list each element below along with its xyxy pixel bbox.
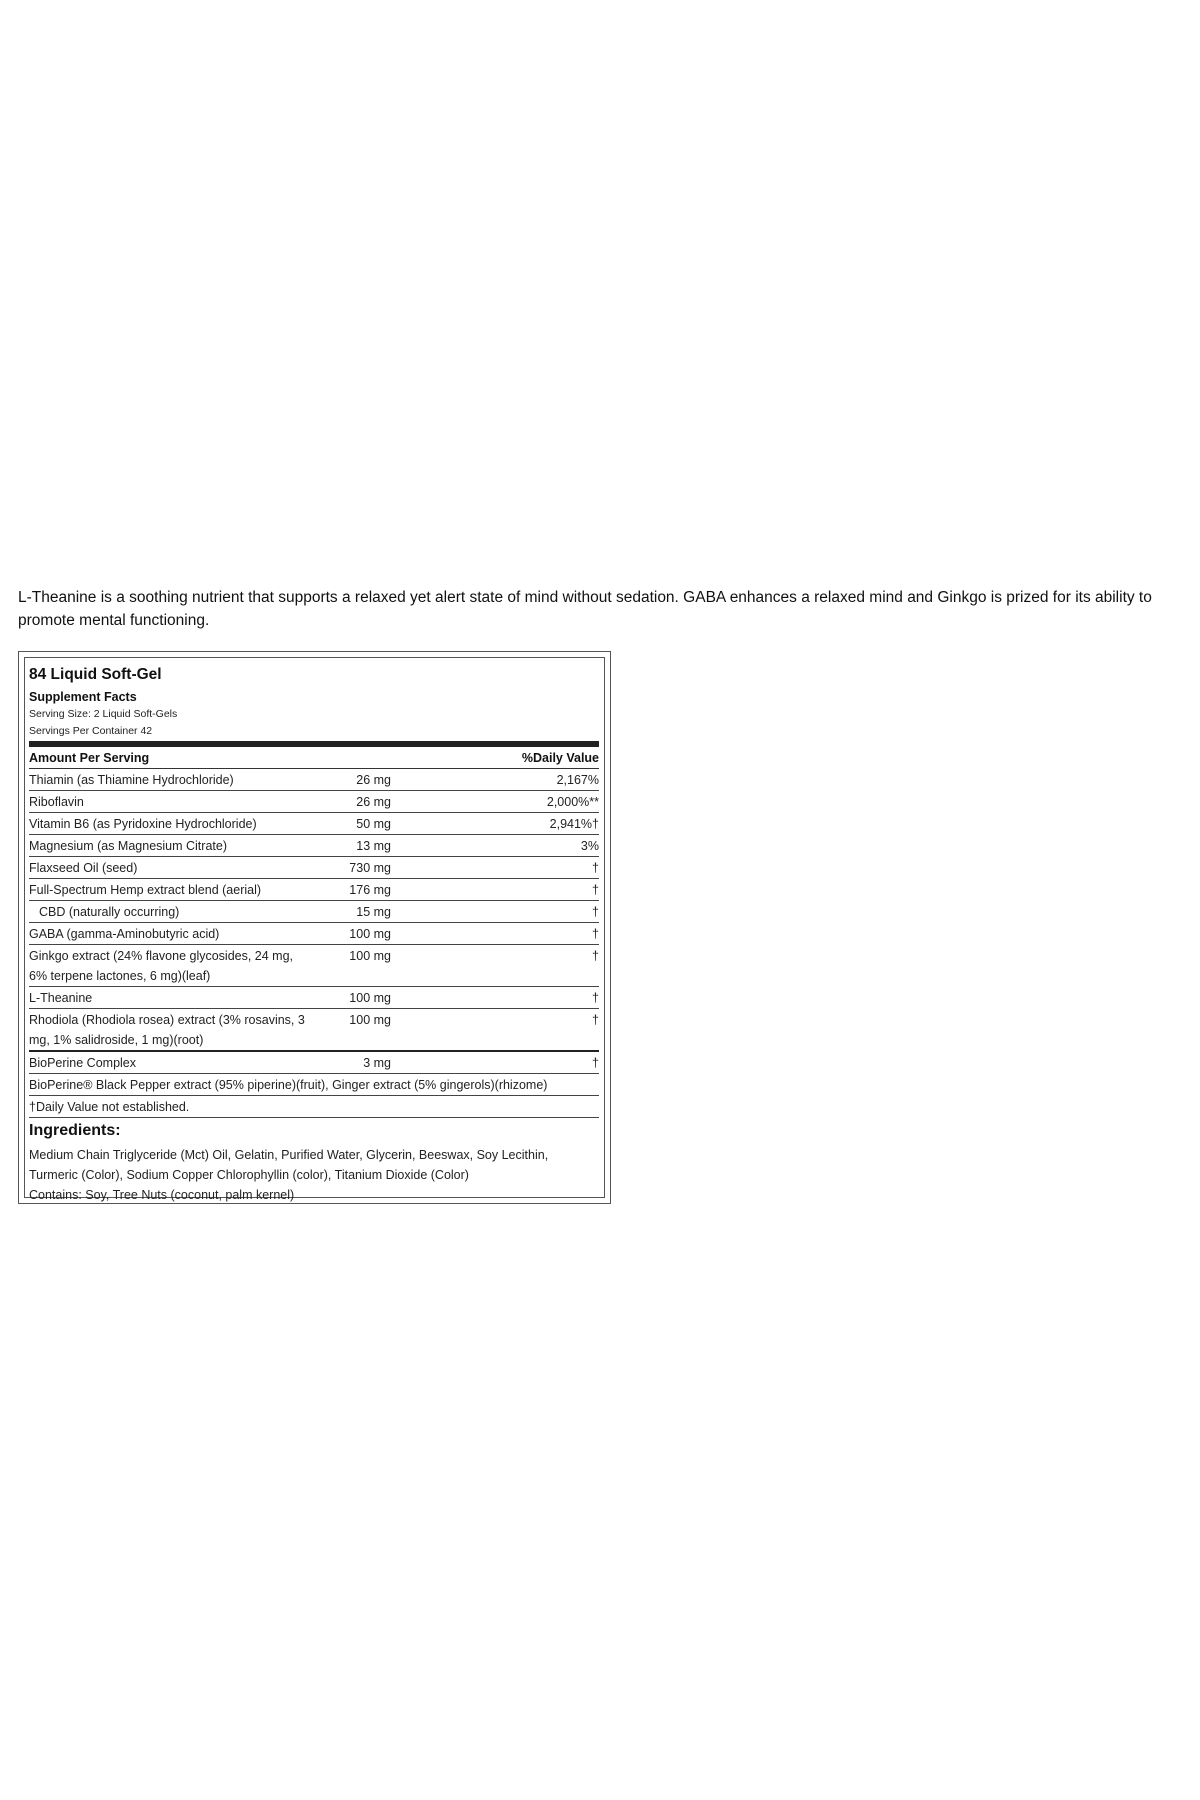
nutrient-row-vitamin-b6 — [29, 813, 599, 835]
nutrient-row-magnesium — [29, 835, 599, 857]
nutrient-row-hemp-extract — [29, 879, 599, 901]
daily-value-header: %Daily Value — [521, 750, 599, 765]
nutrient-amount: 15 mg — [356, 905, 391, 919]
allergen-contains: Contains: Soy, Tree Nuts (coconut, palm kernel) — [29, 1188, 295, 1202]
nutrient-amount: 100 mg — [349, 991, 391, 1005]
nutrient-name: Magnesium (as Magnesium Citrate) — [29, 839, 227, 853]
nutrient-row-flaxseed-oil — [29, 857, 599, 879]
nutrient-row-bioperine-complex — [29, 1052, 599, 1074]
nutrient-row-riboflavin — [29, 791, 599, 813]
nutrient-name: L-Theanine — [29, 991, 93, 1005]
nutrient-daily-value: † — [592, 861, 599, 875]
nutrient-amount: 26 mg — [356, 795, 391, 809]
nutrient-amount: 176 mg — [349, 883, 391, 897]
nutrient-daily-value: 2,167% — [556, 773, 599, 787]
nutrient-name-line-2: 6% terpene lactones, 6 mg)(leaf) — [29, 969, 211, 983]
supplement-facts-heading: Supplement Facts — [29, 690, 137, 704]
facts-header-row — [29, 747, 599, 769]
nutrient-daily-value: † — [592, 905, 599, 919]
nutrient-amount: 13 mg — [356, 839, 391, 853]
nutrient-amount: 100 mg — [349, 1013, 391, 1027]
nutrient-name — [29, 945, 329, 986]
nutrient-daily-value: 2,941%† — [549, 817, 599, 831]
nutrient-name-line-1: Ginkgo extract (24% flavone glycosides, 24 mg, — [29, 949, 294, 963]
serving-size: Serving Size: 2 Liquid Soft-Gels — [29, 708, 178, 720]
nutrient-name — [29, 1009, 329, 1050]
bioperine-blend-detail: BioPerine® Black Pepper extract (95% piperine)(fruit), Ginger extract (5% gingerols)(rhizome) — [29, 1074, 599, 1096]
nutrient-name: BioPerine Complex — [29, 1056, 136, 1070]
nutrient-daily-value: † — [592, 1056, 599, 1070]
nutrient-name: Vitamin B6 (as Pyridoxine Hydrochloride) — [29, 817, 257, 831]
nutrient-name: GABA (gamma-Aminobutyric acid) — [29, 927, 220, 941]
nutrient-amount: 3 mg — [363, 1056, 391, 1070]
nutrient-daily-value: 3% — [580, 839, 599, 853]
nutrient-row-thiamin — [29, 769, 599, 791]
ingredients-list: Medium Chain Triglyceride (Mct) Oil, Gelatin, Purified Water, Glycerin, Beeswax, Soy Lecithin, Turmeric (Color), Sodium Copper Chlorophyllin (color), Titanium Dioxide (Color) — [29, 1148, 549, 1182]
nutrient-row-cbd — [29, 901, 599, 923]
servings-per-container: Servings Per Container 42 — [29, 725, 153, 737]
daily-value-footnote: †Daily Value not established. — [29, 1096, 599, 1118]
nutrient-name: Riboflavin — [29, 795, 84, 809]
nutrient-row-ginkgo — [29, 945, 599, 987]
nutrient-amount: 100 mg — [349, 949, 391, 963]
nutrient-amount: 100 mg — [349, 927, 391, 941]
nutrient-name: CBD (naturally occurring) — [39, 905, 180, 919]
amount-per-serving-header: Amount Per Serving — [29, 750, 150, 765]
nutrient-daily-value: 2,000%** — [546, 795, 599, 809]
nutrient-name: Flaxseed Oil (seed) — [29, 861, 138, 875]
nutrient-daily-value: † — [592, 1013, 599, 1027]
nutrient-row-l-theanine — [29, 987, 599, 1009]
nutrient-daily-value: † — [592, 927, 599, 941]
nutrient-daily-value: † — [592, 991, 599, 1005]
supplement-facts-panel — [24, 657, 605, 1202]
nutrient-name-line-1: Rhodiola (Rhodiola rosea) extract (3% rosavins, 3 — [29, 1013, 305, 1027]
nutrient-daily-value: † — [592, 949, 599, 963]
ingredients-heading: Ingredients: — [29, 1122, 121, 1139]
nutrient-row-gaba — [29, 923, 599, 945]
product-description: L-Theanine is a soothing nutrient that supports a relaxed yet alert state of mind without sedation. GABA enhances a relaxed mind and Ginkgo is prized for its ability to promote mental functioning. — [18, 589, 1152, 629]
nutrient-name-line-2: mg, 1% salidroside, 1 mg)(root) — [29, 1033, 204, 1047]
supplement-facts-label — [18, 651, 611, 1204]
nutrient-amount: 26 mg — [356, 773, 391, 787]
nutrient-amount: 50 mg — [356, 817, 391, 831]
product-count-title: 84 Liquid Soft-Gel — [29, 666, 162, 683]
nutrient-daily-value: † — [592, 883, 599, 897]
nutrient-row-rhodiola — [29, 1009, 599, 1052]
nutrient-name: Thiamin (as Thiamine Hydrochloride) — [29, 773, 234, 787]
nutrient-name: Full-Spectrum Hemp extract blend (aerial) — [29, 883, 262, 897]
nutrient-amount: 730 mg — [349, 861, 391, 875]
